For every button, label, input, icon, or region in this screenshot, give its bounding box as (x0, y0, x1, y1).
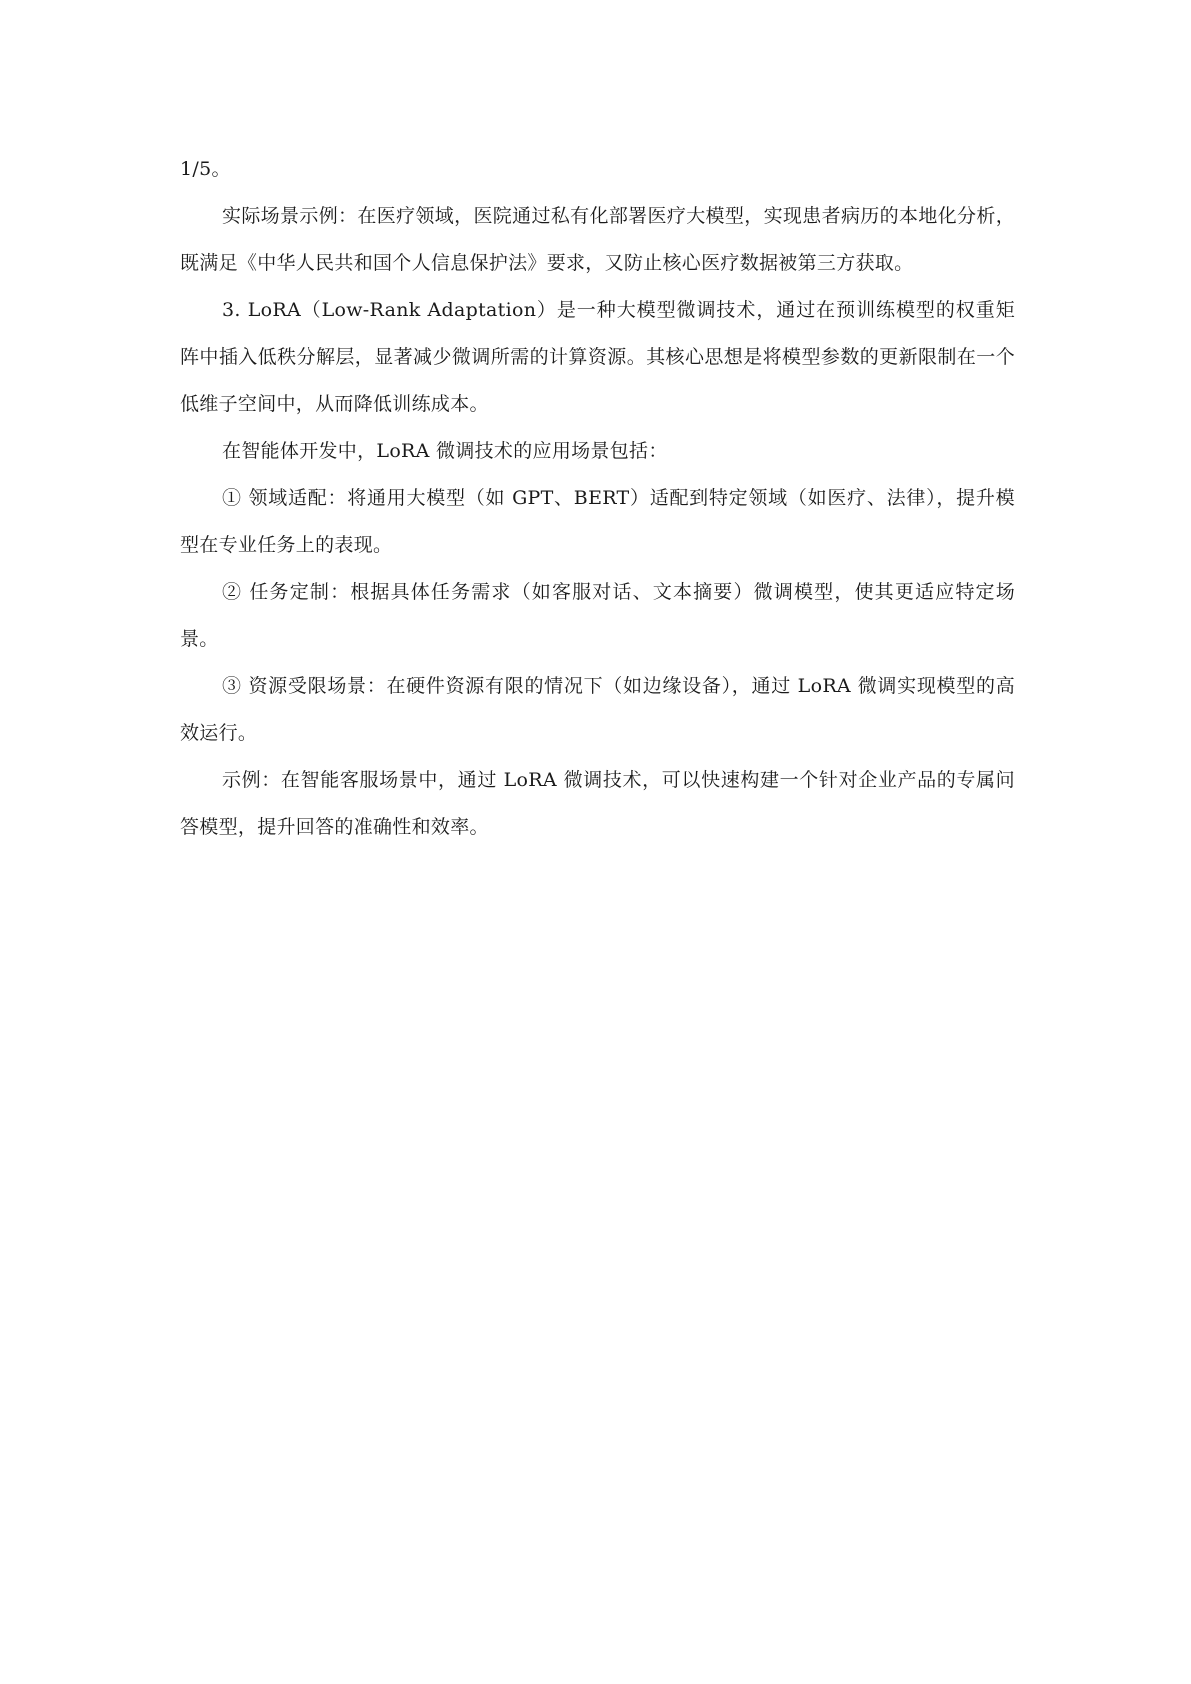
paragraph-customer-service-example: 示例：在智能客服场景中，通过 LoRA 微调技术，可以快速构建一个针对企业产品的专属问答模型，提升回答的准确性和效率。 (180, 769, 1015, 838)
paragraph-lora-definition: 3. LoRA（Low-Rank Adaptation）是一种大模型微调技术，通过在预训练模型的权重矩阵中插入低秩分解层，显著减少微调所需的计算资源。其核心思想是将模型参数的更新限制在一个低维子空间中，从而降低训练成本。 (180, 299, 1015, 415)
list-item-domain-adaptation: ① 领域适配：将通用大模型（如 GPT、BERT）适配到特定领域（如医疗、法律），提升模型在专业任务上的表现。 (180, 487, 1015, 556)
document-body (180, 146, 1015, 851)
paragraph-lora-scenarios-intro: 在智能体开发中，LoRA 微调技术的应用场景包括： (222, 440, 668, 462)
list-item-resource-constrained: ③ 资源受限场景：在硬件资源有限的情况下（如边缘设备），通过 LoRA 微调实现模型的高效运行。 (180, 675, 1015, 744)
list-item-task-customization: ② 任务定制：根据具体任务需求（如客服对话、文本摘要）微调模型，使其更适应特定场景。 (180, 581, 1015, 650)
paragraph-medical-example: 实际场景示例：在医疗领域，医院通过私有化部署医疗大模型，实现患者病历的本地化分析，既满足《中华人民共和国个人信息保护法》要求，又防止核心医疗数据被第三方获取。 (180, 205, 1015, 274)
paragraph-page-ratio: 1/5。 (180, 158, 231, 180)
